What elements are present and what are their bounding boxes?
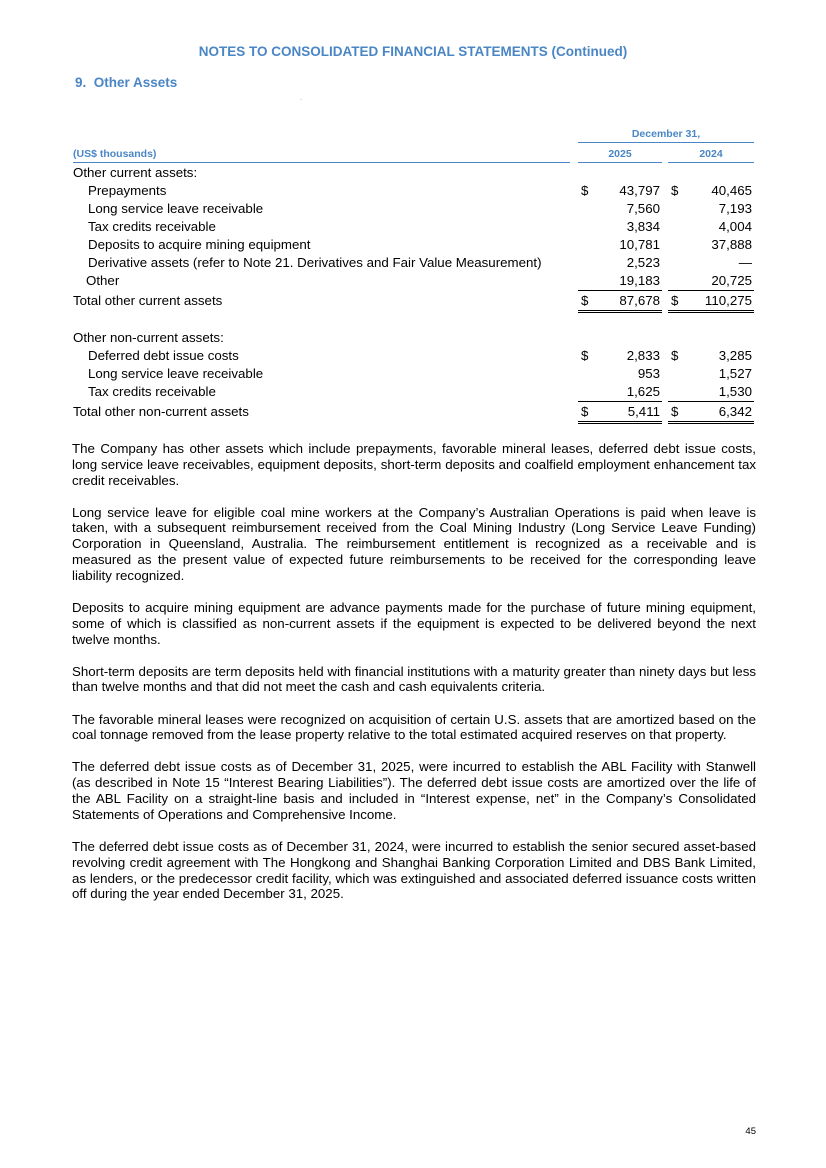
paragraph: The deferred debt issue costs as of December 31, 2024, were incurred to establish the senior secured asset-based revolving credit agreement with The Hongkong and Shanghai Banking Corporation Limited and DBS Bank Limited, as lenders, or the predecessor credit facility, which was extinguished and associated deferred issuance costs written off during the year ended December 31, 2025.: [72, 838, 756, 902]
notes-body: [72, 441, 756, 918]
value-2024: 6,342: [718, 404, 752, 419]
value-2025: 7,560: [626, 201, 660, 216]
row-label: Total other non-current assets: [73, 404, 249, 419]
units-label: (US$ thousands): [73, 146, 570, 163]
value-2025: 1,625: [626, 384, 660, 399]
value-2024: 110,275: [704, 293, 752, 308]
total-row: [70, 292, 758, 310]
value-2025: 19,183: [619, 273, 660, 288]
table-row: [70, 383, 758, 401]
year-prior-header: 2024: [668, 146, 754, 163]
row-label: Total other current assets: [73, 293, 223, 308]
paragraph: The deferred debt issue costs as of December 31, 2025, were incurred to establish the ABL Facility with Stanwell (as described in Note 15 “Interest Bearing Liabilities”). The deferred debt issue costs are amortized over the life of the ABL Facility on a straight-line basis and included in “Interest expense, net” in the Company’s Consolidated Statements of Operations and Comprehensive Income.: [72, 759, 756, 822]
table-row: [70, 182, 758, 200]
value-2025: 2,833: [626, 348, 660, 363]
paragraph: Short-term deposits are term deposits held with financial institutions with a maturity greater than ninety days but less than twelve months and that did not meet the cash and cash equivalents criteria.: [72, 663, 756, 695]
table-row: [70, 272, 758, 290]
year-current-header: 2025: [578, 146, 662, 163]
row-label: Derivative assets (refer to Note 21. Derivatives and Fair Value Measurement): [88, 255, 542, 270]
row-label: Prepayments: [88, 183, 167, 198]
value-2025: 10,781: [619, 237, 660, 252]
value-2025: 87,678: [619, 293, 660, 308]
value-2024: 40,465: [711, 183, 752, 198]
value-2025: 43,797: [619, 183, 660, 198]
value-2024: 1,530: [718, 384, 752, 399]
running-header: NOTES TO CONSOLIDATED FINANCIAL STATEMENTS (Continued): [198, 44, 628, 59]
table-row: [70, 236, 758, 254]
value-2025: 5,411: [627, 404, 660, 419]
currency-symbol: $: [581, 183, 589, 198]
value-2025: 3,834: [626, 219, 660, 234]
column-header-row: [70, 146, 758, 163]
row-label: Deferred debt issue costs: [88, 348, 239, 363]
table-row: [70, 200, 758, 218]
currency-symbol: $: [671, 404, 679, 419]
value-2025: 953: [637, 366, 660, 381]
section-title-text: Other Assets: [93, 75, 178, 90]
paragraph: The Company has other assets which include prepayments, favorable mineral leases, deferred debt issue costs, long service leave receivables, equipment deposits, short-term deposits and coalfield employment enhancement tax credit receivables.: [72, 441, 756, 488]
table-row: [70, 365, 758, 383]
value-2024: 1,527: [718, 366, 752, 381]
value-2024: 37,888: [711, 237, 752, 252]
section-number: 9.: [75, 75, 87, 90]
value-2024: 20,725: [711, 273, 752, 288]
currency-symbol: $: [581, 348, 589, 363]
row-label: Long service leave receivable: [88, 201, 264, 216]
currency-symbol: $: [671, 183, 679, 198]
paragraph: The favorable mineral leases were recognized on acquisition of certain U.S. assets that are amortized based on the coal tonnage removed from the lease property relative to the total estimated acquired reserves on that property.: [72, 711, 756, 743]
paragraph: Long service leave for eligible coal mine workers at the Company’s Australian Operations is paid when leave is taken, with a subsequent reimbursement received from the Coal Mining Industry (Long Service Leave Funding) Corporation in Queensland, Australia. The reimbursement entitlement is recognized as a receivable and is measured as the present value of expected future reimbursements to be received for the corresponding leave liability recognized.: [72, 504, 756, 583]
row-label: Tax credits receivable: [88, 384, 216, 399]
table-row: [70, 347, 758, 365]
paragraph: Deposits to acquire mining equipment are advance payments made for the purchase of future mining equipment, some of which is classified as non-current assets if the equipment is expected to be delivered beyond the next twelve months.: [72, 599, 756, 647]
currency-symbol: $: [581, 293, 589, 308]
noncurrent-assets-heading: Other non-current assets:: [73, 330, 224, 345]
row-label: Other: [86, 273, 120, 288]
value-2024: 4,004: [718, 219, 752, 234]
value-2025: 2,523: [626, 255, 660, 270]
value-2024: —: [738, 255, 752, 270]
period-header: December 31,: [578, 126, 754, 143]
stray-mark: .: [300, 93, 303, 102]
row-label: Tax credits receivable: [88, 219, 216, 234]
section-title: [75, 75, 177, 90]
value-2024: 3,285: [718, 348, 752, 363]
table-row: [70, 254, 758, 272]
row-label: Long service leave receivable: [88, 366, 264, 381]
currency-symbol: $: [581, 404, 589, 419]
current-assets-heading: Other current assets:: [73, 165, 198, 180]
currency-symbol: $: [671, 348, 679, 363]
table-row: [70, 218, 758, 236]
currency-symbol: $: [671, 293, 679, 308]
page-number: 45: [745, 1126, 756, 1137]
value-2024: 7,193: [718, 201, 752, 216]
row-label: Deposits to acquire mining equipment: [88, 237, 311, 252]
total-row: [70, 403, 758, 421]
